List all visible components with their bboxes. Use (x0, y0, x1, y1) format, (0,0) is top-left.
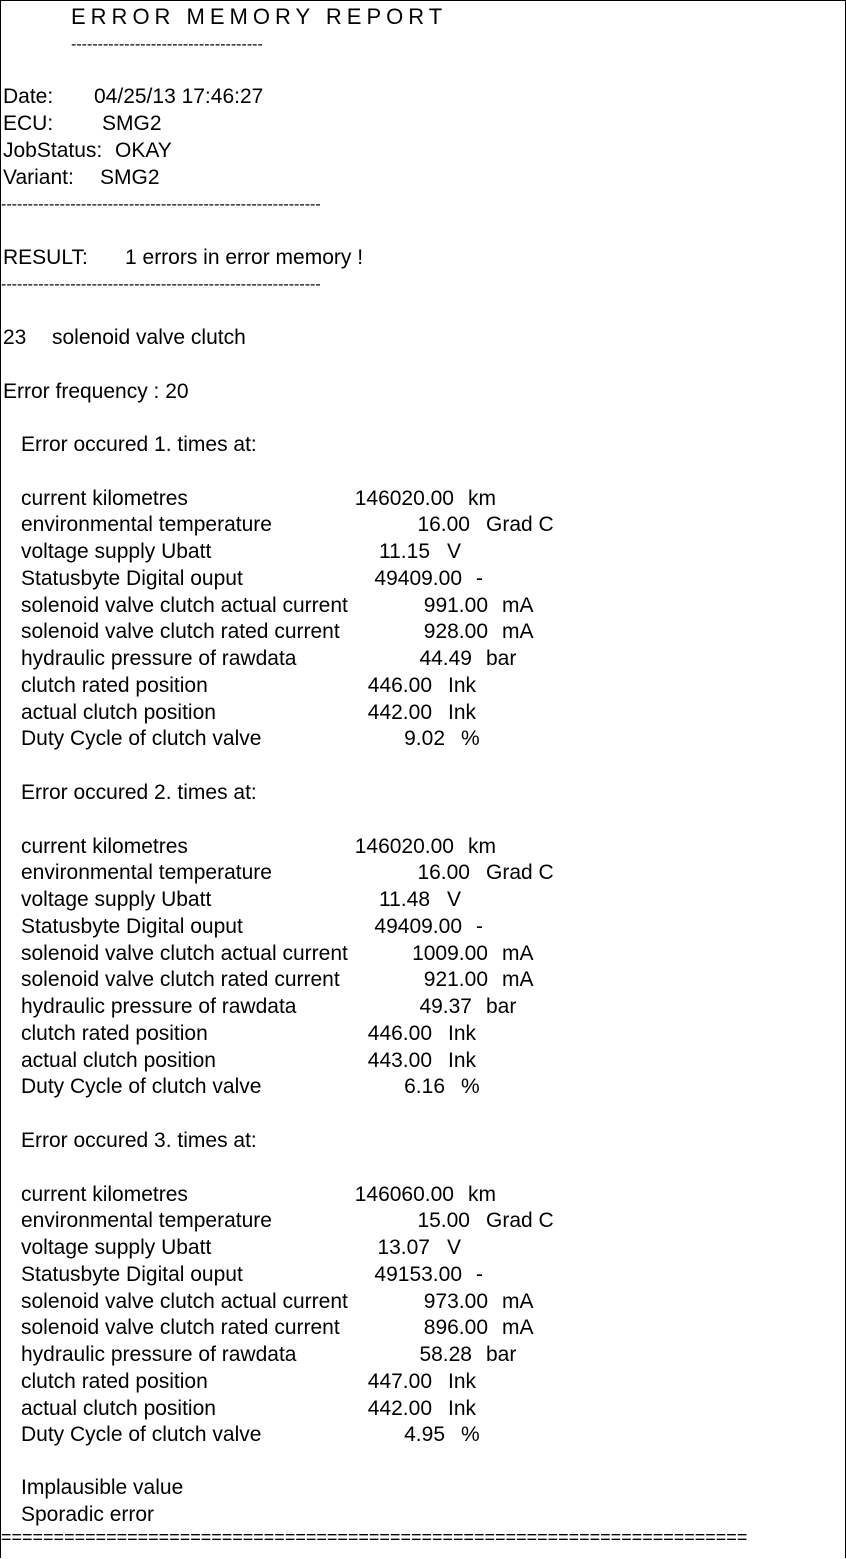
param-value: 896.00 (423, 1316, 488, 1339)
param-unit: % (461, 1075, 480, 1098)
param-label: environmental temperature (21, 513, 272, 536)
param-value: 15.00 (417, 1209, 470, 1232)
param-label: voltage supply Ubatt (21, 540, 212, 563)
param-unit: mA (502, 968, 534, 991)
param-value: 13.07 (377, 1236, 430, 1259)
separator-line: ------------------------------------------------------------ (1, 196, 321, 213)
param-value: 447.00 (367, 1370, 432, 1393)
result-label: RESULT: (3, 246, 88, 269)
param-label: solenoid valve clutch rated current (21, 968, 340, 991)
param-unit: mA (502, 594, 534, 617)
param-value: 146060.00 (354, 1183, 454, 1206)
param-value: 11.15 (379, 540, 430, 563)
param-label: current kilometres (21, 835, 188, 858)
param-unit: % (461, 1423, 480, 1446)
param-label: current kilometres (21, 1183, 188, 1206)
param-unit: Ink (448, 1022, 477, 1045)
param-label: Statusbyte Digital ouput (21, 567, 243, 590)
param-label: Duty Cycle of clutch valve (21, 1075, 262, 1098)
param-label: Statusbyte Digital ouput (21, 915, 243, 938)
param-value: 446.00 (367, 1022, 432, 1045)
param-value: 6.16 (404, 1075, 445, 1098)
param-value: 1009.00 (412, 942, 488, 965)
param-unit: bar (486, 647, 517, 670)
param-unit: - (476, 567, 483, 590)
param-unit: V (447, 888, 462, 911)
param-value: 146020.00 (354, 835, 454, 858)
occurrence-heading: Error occured 3. times at: (21, 1129, 257, 1152)
date-label: Date: (3, 85, 54, 108)
param-unit: Grad C (486, 861, 554, 884)
param-value: 49409.00 (374, 915, 462, 938)
variant-label: Variant: (3, 166, 74, 189)
ecu-label: ECU: (3, 112, 54, 135)
param-value: 49.37 (419, 995, 472, 1018)
param-value: 44.49 (419, 647, 472, 670)
param-label: Duty Cycle of clutch valve (21, 727, 262, 750)
param-label: solenoid valve clutch actual current (21, 594, 348, 617)
param-unit: km (468, 487, 496, 510)
param-unit: Ink (448, 1049, 477, 1072)
param-unit: Grad C (486, 513, 554, 536)
param-label: voltage supply Ubatt (21, 1236, 212, 1259)
param-value: 973.00 (423, 1290, 488, 1313)
param-unit: Grad C (486, 1209, 554, 1232)
error-frequency: Error frequency : 20 (3, 380, 189, 403)
occurrence-heading: Error occured 1. times at: (21, 433, 257, 456)
param-label: environmental temperature (21, 861, 272, 884)
param-label: solenoid valve clutch actual current (21, 942, 348, 965)
report-title: ERROR MEMORY REPORT (71, 4, 448, 29)
param-label: hydraulic pressure of rawdata (21, 1343, 297, 1366)
param-unit: km (468, 1183, 496, 1206)
variant-value: SMG2 (100, 166, 160, 189)
param-label: current kilometres (21, 487, 188, 510)
result-text: 1 errors in error memory ! (125, 246, 364, 269)
param-value: 11.48 (379, 888, 430, 911)
footer-sporadic: Sporadic error (21, 1503, 155, 1526)
param-unit: % (461, 727, 480, 750)
param-label: solenoid valve clutch actual current (21, 1290, 348, 1313)
param-value: 146020.00 (354, 487, 454, 510)
param-unit: bar (486, 995, 517, 1018)
param-unit: mA (502, 1316, 534, 1339)
param-unit: mA (502, 620, 534, 643)
param-value: 442.00 (367, 701, 432, 724)
param-value: 443.00 (367, 1049, 432, 1072)
param-value: 928.00 (423, 620, 488, 643)
title-underline: ------------------------------------ (71, 36, 263, 53)
footer-implausible: Implausible value (21, 1476, 184, 1499)
param-unit: mA (502, 942, 534, 965)
param-label: environmental temperature (21, 1209, 272, 1232)
separator-line: ------------------------------------------------------------ (1, 276, 321, 293)
param-value: 49153.00 (374, 1263, 462, 1286)
param-unit: Ink (448, 1370, 477, 1393)
param-label: actual clutch position (21, 701, 216, 724)
param-value: 446.00 (367, 674, 432, 697)
param-value: 58.28 (419, 1343, 472, 1366)
error-name: solenoid valve clutch (52, 326, 246, 349)
param-label: Duty Cycle of clutch valve (21, 1423, 262, 1446)
param-unit: km (468, 835, 496, 858)
jobstatus-label: JobStatus: (3, 139, 103, 162)
jobstatus-value: OKAY (115, 139, 172, 162)
ecu-value: SMG2 (102, 112, 162, 135)
param-unit: Ink (448, 1397, 477, 1420)
param-unit: Ink (448, 674, 477, 697)
occurrence-heading: Error occured 2. times at: (21, 781, 257, 804)
error-code: 23 (3, 326, 27, 349)
param-label: actual clutch position (21, 1049, 216, 1072)
date-value: 04/25/13 17:46:27 (94, 85, 264, 108)
param-unit: V (447, 1236, 462, 1259)
param-label: clutch rated position (21, 674, 208, 697)
param-value: 921.00 (423, 968, 488, 991)
param-label: actual clutch position (21, 1397, 216, 1420)
param-value: 16.00 (417, 861, 470, 884)
param-label: voltage supply Ubatt (21, 888, 212, 911)
param-value: 9.02 (404, 727, 445, 750)
param-value: 991.00 (423, 594, 488, 617)
param-label: clutch rated position (21, 1022, 208, 1045)
param-label: solenoid valve clutch rated current (21, 620, 340, 643)
param-label: clutch rated position (21, 1370, 208, 1393)
param-value: 49409.00 (374, 567, 462, 590)
param-label: hydraulic pressure of rawdata (21, 995, 297, 1018)
param-unit: - (476, 1263, 483, 1286)
param-unit: mA (502, 1290, 534, 1313)
param-unit: V (447, 540, 462, 563)
param-value: 4.95 (404, 1423, 445, 1446)
param-label: Statusbyte Digital ouput (21, 1263, 243, 1286)
param-label: solenoid valve clutch rated current (21, 1316, 340, 1339)
param-value: 442.00 (367, 1397, 432, 1420)
param-unit: Ink (448, 701, 477, 724)
param-value: 16.00 (417, 513, 470, 536)
param-label: hydraulic pressure of rawdata (21, 647, 297, 670)
param-unit: bar (486, 1343, 517, 1366)
param-unit: - (476, 915, 483, 938)
end-rule: ======================================================================= (1, 1528, 748, 1546)
